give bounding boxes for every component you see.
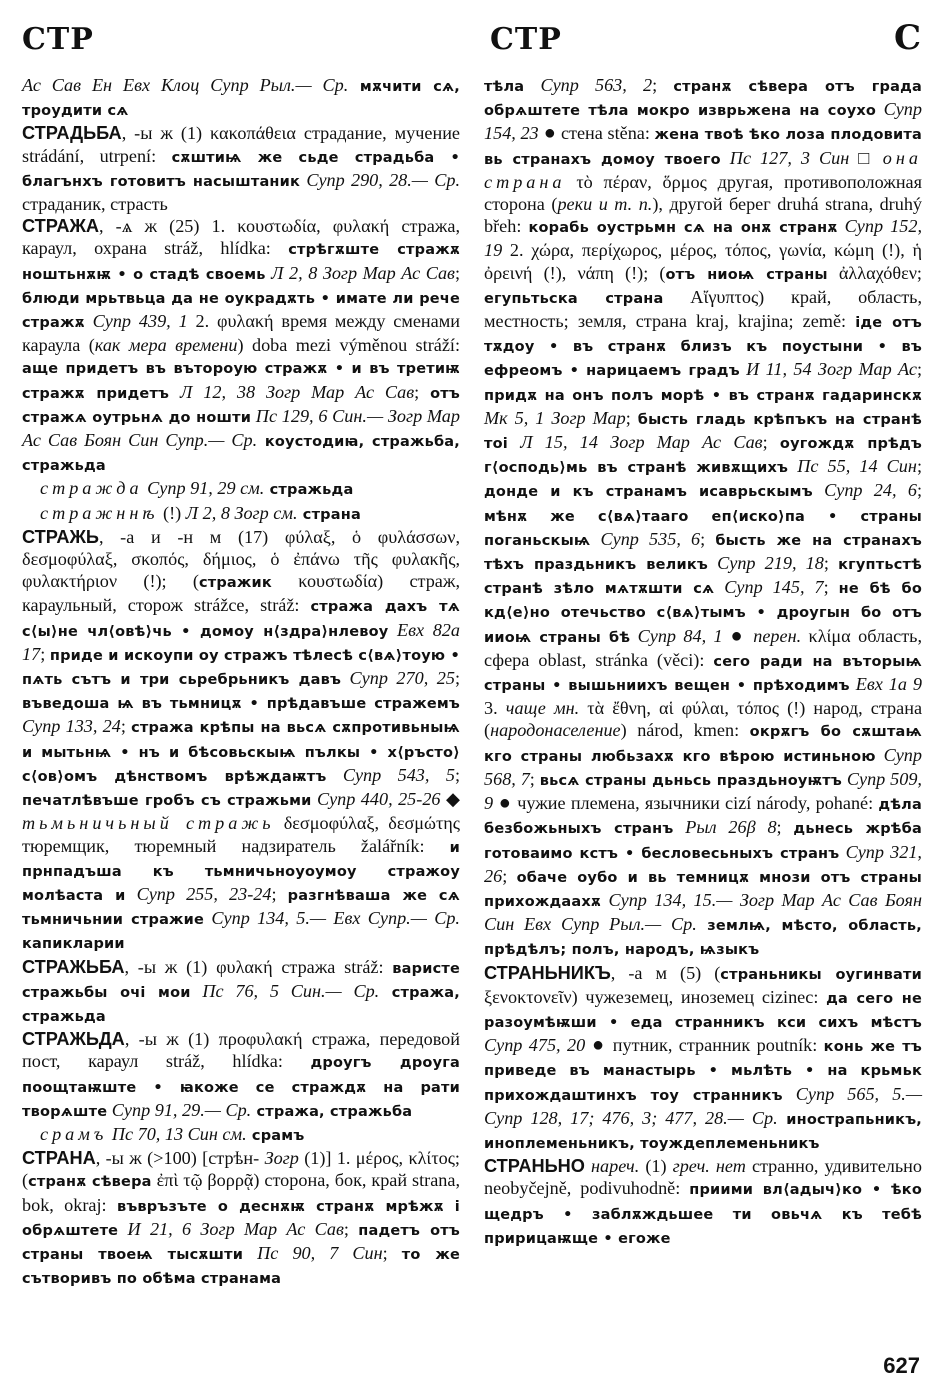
right-column [484,74,922,1250]
entry-text: ) národ, kmen: [620,720,750,741]
entry-text: стражннѣ [40,502,159,523]
entry-text: конь же тъ приведе въ манастырь • мьлѣть • на крьмьк прихождаштинхъ тоу странникъ [484,1039,922,1104]
entry-text: Зогр [264,1148,299,1169]
entry-text: ; [454,262,460,283]
entry-text: мѣнѫ же с⟨вѧ⟩тааго еп⟨иско⟩па • страны поганьскыѩ [484,508,922,549]
entry-text: Супр 91, 29 см. [142,478,265,499]
entry-text: кгуптьстѣ странѣ зѣло мѧтѫшти сѧ [484,557,922,598]
entry-text: ; [700,528,716,549]
entry-text: Супр 439, 1 [84,311,188,332]
dictionary-entry [22,122,460,215]
entry-text: ; [625,407,638,428]
entry-text: корабь оустрьмн сѧ на онѫ странѫ [528,220,838,237]
entry-text: приде и искоупи оу стражъ тѣлесѣ с⟨вѧ⟩тоую • пѧть сътъ и три сьребрьникъ давъ [22,647,460,689]
entry-text: обаче оубо и вь темницѫ мнози отъ страны прихождааxѫ [484,869,922,910]
entry-text: Супр 440, 25-26 [311,789,441,810]
entry-text: , -а м (5) ( [610,962,721,983]
entry-text: , -ы ж (>100) [стрѣн- [95,1148,265,1169]
entry-text: страньникы оугинвати [720,966,922,983]
entry-text: κουστωδία) страж, караульный, сторож strážce, stráž: [22,571,460,616]
entry-text: реки и т. п. [557,194,653,215]
entry-text: Супр 509, 9 [484,768,922,814]
entry-text: срамъ [40,1123,108,1144]
entry-text: мѫчити сѧ, троудити сѧ [22,79,460,120]
entry-text: τὰ ἔθνη, αἱ φύλαι, τόπος (!) народ, страна ( [484,698,923,741]
entry-text: ; [762,432,780,453]
entry-text: 3. [484,698,506,719]
entry-text: ● [585,1034,613,1057]
entry-text: □ [849,147,883,168]
entry-text: ◆ [440,789,460,810]
entry-text: срамъ [246,1127,305,1144]
entry-text: δεσμοφύλαξ, δεσμώτης тюремщик, тюремный надзиратель žalářník: [22,813,461,856]
entry-text: дьнесь жрѣба готоваимо кстъ • бесловесьныхъ странъ [484,821,922,862]
entry-text: стража, стражьба [251,1103,413,1120]
entry-text: 2. χώρα, περίχωρος, μέρος, τόπος, γωνία, κώμη (!), ἡ ὀρεινή (!), νάπη (!); ( [484,240,922,283]
entry-text: ), другой берег druhá strana, druhý břeh: [484,194,923,237]
entry-text: , -ѧ ж (25) 1. κουστωδία, φυλακή стража, караул, охрана stráž, hlídka: [22,216,460,259]
entry-text: , -ы ж (1) φυλακή стража stráž: [124,956,393,977]
entry-text: странѫ сѣвера [28,1174,152,1191]
entry-text: Супр 134, 15.— Зогр Мар Ас Сав Боян Син Евх Супр Рыл.— Ср. [484,889,922,935]
entry-text: Супр 290, 28.— Ср. [300,169,461,190]
entry-text: печатлѣвъше гробъ съ стражьми [22,793,312,810]
entry-text: Αἴγυπτος) край, область, местность; земля, страна kraj, krajina; země: [484,286,922,332]
entry-text: приими вл⟨адыч⟩ко • ѣко щедръ • заблѫждьшее ти овьчѧ къ тебѣ пририцаѭще • егоже [484,1182,922,1247]
running-head-left: СТР [22,22,94,57]
entry-text: разгнѣваша же сѧ тьмничьнии стражие [22,887,460,929]
entry-text: (!) [158,502,186,523]
entry-text: іде отъ тѫдоу • въ странѫ близъ къ поустыни • въ ефреомъ • нарицаемъ градъ [484,315,922,380]
running-head-letter: С [893,18,922,58]
entry-text: стража крѣпы на вьсѧ сѫпротивьныѩ и мытьнѩ • нъ и бѣсовьскыѩ пълкы • х⟨ръсто⟩с⟨ов⟩омъ дѣнствомъ врѣждаѭтъ [22,720,460,785]
dictionary-entry [22,477,460,501]
dictionary-entry [22,215,460,477]
entry-text: окрѫгъ бо сѫштаѩ кго страны любьзахѫ кго вѣрою истиньною [484,724,922,765]
entry-text: ; [529,768,540,789]
entry-text: ; [652,75,674,95]
entry-text: чужие племена, язычники cizí národy, pohané: [517,793,879,814]
entry-text: Пс 127, 3 Син [720,147,850,168]
entry-text: ; [916,480,922,501]
entry-text: коустодиꙗ, стражьба, стражьда [22,434,460,475]
entry-text: тѣла [484,79,525,95]
entry-text: инострапьникъ, иноплеменьникъ, тоуждеплеменьникъ [484,1111,922,1152]
dictionary-entry [22,526,460,956]
entry-text: тьмьничьный стражь [22,813,275,834]
entry-text: Супр 565, 5.— Супр 128, 17; 476, 3; 477, 28.— Ср. [484,1083,923,1128]
entry-text: Супр 270, 25 [341,668,455,689]
entry-text: ; [776,817,794,838]
entry-text: Супр 475, 20 [484,1035,586,1056]
entry-text: ; [823,553,839,574]
entry-text: 2. φυλακή время между сменами караула ( [22,311,460,356]
entry-text: (1) [639,1156,673,1177]
entry-text: ; [382,1242,402,1263]
entry-text: ● [722,624,754,647]
entry-text: отъ ниоѩ страны [665,266,828,283]
entry-text: τὸ πέραν, ὅρμος другая, противоположная сторона ( [484,171,922,215]
headword: СТРАНА [22,1148,96,1169]
entry-text: ) doba mezi výměnou stráží: [237,335,460,356]
entry-text: ; [454,668,460,689]
entry-text: вьсѧ страны дьньсь праздьноуѭтъ [539,772,843,789]
entry-text: Супр 145, 7 [714,577,824,598]
entry-text: стражик [198,575,272,592]
entry-text: Супр 321, 26 [484,841,922,886]
entry-text: Пс 129, 6 Син.— Зогр Мар Ас Сав Боян Син Супр.— Ср. [22,405,460,451]
entry-text: блюди мрьтвьца да не оукрадѫть • имате ли рече стражѫ [22,290,460,332]
entry-text: Евх 82а 17 [22,619,460,664]
dictionary-entry [484,74,922,962]
entry-text: Супр 543, 5 [326,764,455,785]
entry-text: ; [916,359,922,380]
entry-text: ; [120,716,132,737]
entry-text: оугождѫ прѣдъ г⟨осподь⟩мь въ странѣ живѫщихъ [484,436,923,477]
entry-text: стражьда [264,482,354,499]
entry-text: въведоша ѩ въ тьмницѫ • прѣдавъше стражемъ [22,696,460,713]
entry-text: ; [40,643,50,664]
entry-text: Рыл 26β 8 [673,817,777,838]
entry-text: и прнпадъша къ тьмничьноуоумоу стражоу молѣаста и [22,839,460,904]
dictionary-entry [22,1028,460,1123]
dictionary-entry [484,1155,922,1250]
entry-text: Супр 255, 23-24 [125,883,272,904]
entry-text: И 21, 6 Зогр Мар Ас Сав [118,1218,344,1239]
headword: СТРАЖЬДА [22,1029,125,1050]
dictionary-entry [22,956,460,1029]
entry-text: чаще мн. [505,698,580,719]
entry-text: стена stěna: [560,123,655,144]
entry-text: путник, странник poutník: [612,1035,824,1056]
entry-text: капикларии [22,936,125,953]
entry-text: Супр 133, 24 [22,716,121,737]
entry-text: ἐπὶ τῷ βορρᾷ) сторона, бок, край strana, bok, okraj: [22,1170,461,1215]
entry-text: стрѣгѫште стражѫ ноштьнѫѭ • о стадѣ своемь [22,242,461,283]
entry-text: Супр 568, 7 [484,744,922,789]
entry-text: отъ стражѧ оутрьнѧ до ношти [22,385,460,426]
entry-text: , -ы ж (1) κακοπάθεια страдание, мучение strádání, utrpení: [22,123,460,166]
left-column [22,74,460,1290]
entry-text: греч. нет [672,1156,746,1177]
entry-text: ; [271,883,288,904]
entry-text: она страна [484,147,922,192]
entry-text: дѣла безбожьныхъ странъ [484,797,922,838]
entry-text: как мера времени [94,335,238,356]
entry-text: Супр 152, 19 [484,216,922,261]
entry-text: Супр 24, 6 [812,480,917,501]
headword: СТРАЖА [22,216,100,237]
entry-text: стражда [40,478,143,499]
running-head-center: СТР [490,22,562,57]
entry-text: Ас Сав Ен Евх Клоц Супр Рыл.— Ср. [22,75,349,95]
entry-text: Л 15, 14 Зогр Мар Ас Сав [507,432,763,453]
entry-text: егупьтьска страна [484,290,664,307]
entry-text: ; [823,577,839,598]
page-number: 627 [883,1353,920,1378]
entry-text: Евх 1а 9 [849,674,923,695]
entry-text: падетъ отъ страны твоеѩ тысѫшти [22,1222,460,1263]
entry-text: Супр 154, 23 [484,99,922,144]
entry-text: бысть же на странахъ тѣхъ праздьникъ великъ [484,532,922,574]
dictionary-entry [22,1123,460,1147]
dictionary-entry [22,1147,460,1290]
entry-text: жена твоѣ ѣко лоза плодовита вь странахъ домоу твоего [484,127,922,168]
entry-text: въвръзъте о деснѫѭ странѫ мрѣжѫ і обрѧштете [22,1198,460,1239]
entry-text: стража даxъ тѧ с⟨ы⟩не чл⟨овѣ⟩чь • домоу н⟨здра⟩нлевоу [22,599,460,640]
entry-text: ● [538,122,561,145]
entry-text: Пс 70, 13 Син см. [107,1123,247,1144]
dictionary-entry [22,74,460,122]
entry-text: стража, стражьда [22,984,460,1025]
entry-text: (1)] 1. μέρος, κλίτος; ( [22,1148,460,1191]
entry-text: аще придетъ въ вътороую стражѫ • и въ третиѭ стражѫ придетъ [22,361,460,402]
entry-text: страна [297,506,361,523]
entry-text: то же сътворивъ по обѣма странама [22,1246,460,1288]
entry-text: , -а и -н м (17) φύλαξ, ὁ φυλάσσων, δεσμοφύλαξ, σκοπός, δήμιος, ὁ ἐπάνω τῆς φυλακῆς, φυλακτήριον (!); ( [22,526,460,592]
entry-text: страданик, страсть [22,194,168,215]
headword: СТРАЖЬ [22,526,99,547]
entry-text: , -ы ж (1) προφυλακή стража, передовой пост, караул stráž, hlídka: [22,1029,460,1072]
entry-text: странѫ сѣвера отъ града обрѧштете тѣла мокро изврьжена на соухо [484,79,922,120]
entry-text: Л 2, 8 Зогр см. [185,502,298,523]
entry-text: ● [493,792,518,815]
entry-text: да сего не разоумѣѭши • еда странникъ кси сихъ мѣстъ [484,990,922,1031]
entry-text: народонаселение [490,720,621,741]
headword: СТРАЖЬБА [22,956,125,977]
headword: СТРАДЬБА [22,123,122,144]
entry-text: Мк 5, 1 Зогр Мар [484,407,626,428]
entry-text: ; [343,1218,359,1239]
entry-text: перен. [753,625,802,646]
entry-text: странно, удивительно neobyčejně, podivuhodně: [484,1156,922,1199]
entry-text: Супр 134, 5.— Евх Супр.— Ср. [204,908,460,929]
entry-text: Супр 91, 29.— Ср. [107,1099,252,1120]
entry-text: И 11, 54 Зогр Мар Ас [739,359,917,380]
entry-text: нареч. [584,1156,640,1177]
entry-text: придѫ на онъ полъ морѣ • въ странѫ гадаринскѫ [484,387,922,404]
entry-text: ; [916,456,922,477]
entry-text: варисте стражьбы очі мои [22,960,460,1001]
entry-text: ἀλλαχόθεν; [827,262,922,283]
entry-text: ; [414,381,431,402]
entry-text: бысть гладь крѣпъкъ на странѣ тоі [484,411,922,453]
entry-text: Супр 563, 2 [524,75,653,95]
entry-text: ξενοκτονεῖν) чужеземец, иноземец cizinec: [484,986,827,1007]
entry-text: не бѣ бо кд⟨е⟩но отечьство с⟨вѧ⟩тымъ • дроугын бо отъ ииоѩ страны бѣ [484,581,922,646]
entry-text: Супр 84, 1 [630,625,723,646]
entry-text: Л 2, 8 Зогр Мар Ас Сав [265,262,455,283]
headword: СТРАНЬНО [484,1156,585,1177]
entry-text: землѩ, мѣсто, область, прѣдѣлъ; полъ, народъ, ѩзыкъ [484,918,922,959]
dictionary-entry [484,962,922,1156]
entry-text: Супр 535, 6 [590,528,701,549]
entry-text: Супр 219, 18 [707,553,824,574]
entry-text: сѫштиѩ же сьде страдьба • благънхъ готовитъ насыштаник [22,149,460,190]
entry-text: ; [502,865,517,886]
headword: СТРАНЬНИКЪ [484,962,611,983]
entry-text: сего ради на въторыѩ страны • вышьниихъ вещен • прѣходимъ [484,653,922,695]
entry-text: донде и къ странамъ исаврьскымъ [484,484,813,501]
entry-text: ; [454,764,460,785]
dictionary-entry [22,502,460,526]
entry-text: Пс 90, 7 Син [243,1242,383,1263]
entry-text: Пс 76, 5 Син.— Ср. [190,980,380,1001]
entry-text: Л 12, 38 Зогр Мар Ас Сав [169,381,415,402]
entry-text: Пс 55, 14 Син [788,456,917,477]
entry-text: κλίμα область, сфера oblast, stránka (věci): [484,625,922,670]
entry-text: дроугъ дроуга поощтаѭште • ꙗкоже се страждѫ на рати творѧште [22,1055,460,1120]
